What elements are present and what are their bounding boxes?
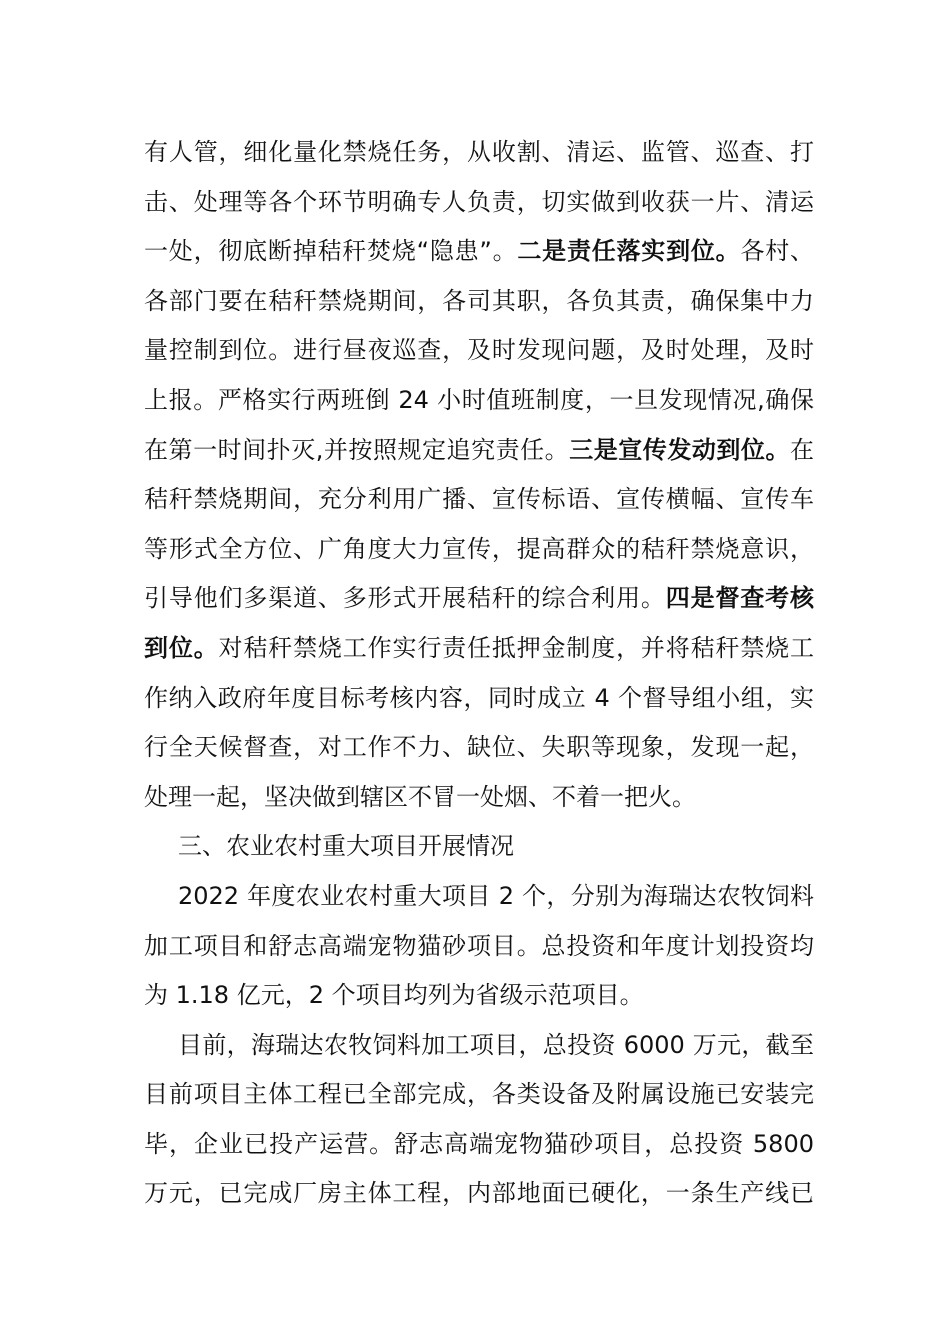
text-line (144, 1169, 814, 1219)
text-segment: 万元，已完成厂房主体工程，内部地面已硬化，一条生产线已 (144, 1179, 814, 1208)
text-segment: 有人管，细化量化禁烧任务，从收割、清运、监管、巡查、打 (144, 138, 814, 166)
text-line (144, 326, 814, 376)
text-line (144, 674, 814, 724)
text-line (144, 1070, 814, 1120)
text-segment: 秸秆禁烧期间，充分利用广播、宣传标语、宣传横幅、宣传车 (144, 485, 814, 514)
bold-text-segment: 三是宣传发动到位。 (569, 435, 790, 464)
text-line (144, 624, 814, 674)
bold-text-segment: 四是督查考核 (665, 584, 815, 613)
text-segment: 作纳入政府年度目标考核内容，同时成立 4 个督导组小组，实 (144, 683, 814, 712)
text-line (144, 872, 814, 922)
text-segment: 毕，企业已投产运营。舒志高端宠物猫砂项目，总投资 5800 (144, 1129, 814, 1158)
text-segment: 引导他们多渠道、多形式开展秸秆的综合利用。 (144, 584, 666, 613)
text-segment: 一处，彻底断掉秸秆焚烧“隐患”。 (144, 237, 518, 266)
text-segment: 对秸秆禁烧工作实行责任抵押金制度，并将秸秆禁烧工 (218, 633, 815, 662)
text-segment: 上报。严格实行两班倒 24 小时值班制度，一旦发现情况,确保 (144, 385, 814, 414)
text-segment: 各村、 (740, 237, 815, 266)
text-line (144, 922, 814, 972)
text-line (144, 525, 814, 575)
bold-text-segment: 二是责任落实到位。 (517, 237, 741, 266)
text-segment: 等形式全方位、广角度大力宣传，提高群众的秸秆禁烧意识， (144, 534, 814, 563)
text-segment: 量控制到位。进行昼夜巡查，及时发现问题，及时处理，及时 (144, 336, 814, 365)
text-line (144, 227, 814, 277)
text-line (144, 426, 814, 476)
text-segment: 目前，海瑞达农牧饲料加工项目，总投资 6000 万元，截至 (178, 1030, 814, 1059)
text-line (144, 822, 814, 872)
text-segment: 为 1.18 亿元，2 个项目均列为省级示范项目。 (144, 981, 644, 1010)
text-line (144, 178, 814, 228)
body-text (144, 128, 814, 1219)
text-segment: 2022 年度农业农村重大项目 2 个，分别为海瑞达农牧饲料 (178, 881, 814, 910)
text-segment: 各部门要在秸秆禁烧期间，各司其职，各负其责，确保集中力 (144, 286, 814, 315)
text-segment: 处理一起，坚决做到辖区不冒一处烟、不着一把火。 (144, 782, 696, 811)
text-line (144, 376, 814, 426)
text-segment: 行全天候督查，对工作不力、缺位、失职等现象，发现一起， (144, 733, 814, 762)
text-line (144, 971, 814, 1021)
text-line (144, 128, 814, 178)
text-line (144, 1120, 814, 1170)
text-line (144, 475, 814, 525)
text-segment: 击、处理等各个环节明确专人负责，切实做到收获一片、清运 (144, 187, 814, 216)
text-segment: 三、农业农村重大项目开展情况 (178, 832, 514, 861)
text-line (144, 574, 814, 624)
text-line (144, 1021, 814, 1071)
text-line (144, 723, 814, 773)
text-segment: 目前项目主体工程已全部完成，各类设备及附属设施已安装完 (144, 1080, 814, 1109)
text-segment: 加工项目和舒志高端宠物猫砂项目。总投资和年度计划投资均 (144, 931, 814, 960)
text-segment: 在第一时间扑灭,并按照规定追究责任。 (144, 435, 570, 464)
text-line (144, 277, 814, 327)
bold-text-segment: 到位。 (144, 633, 219, 662)
text-line (144, 773, 814, 823)
text-segment: 在 (790, 435, 814, 464)
